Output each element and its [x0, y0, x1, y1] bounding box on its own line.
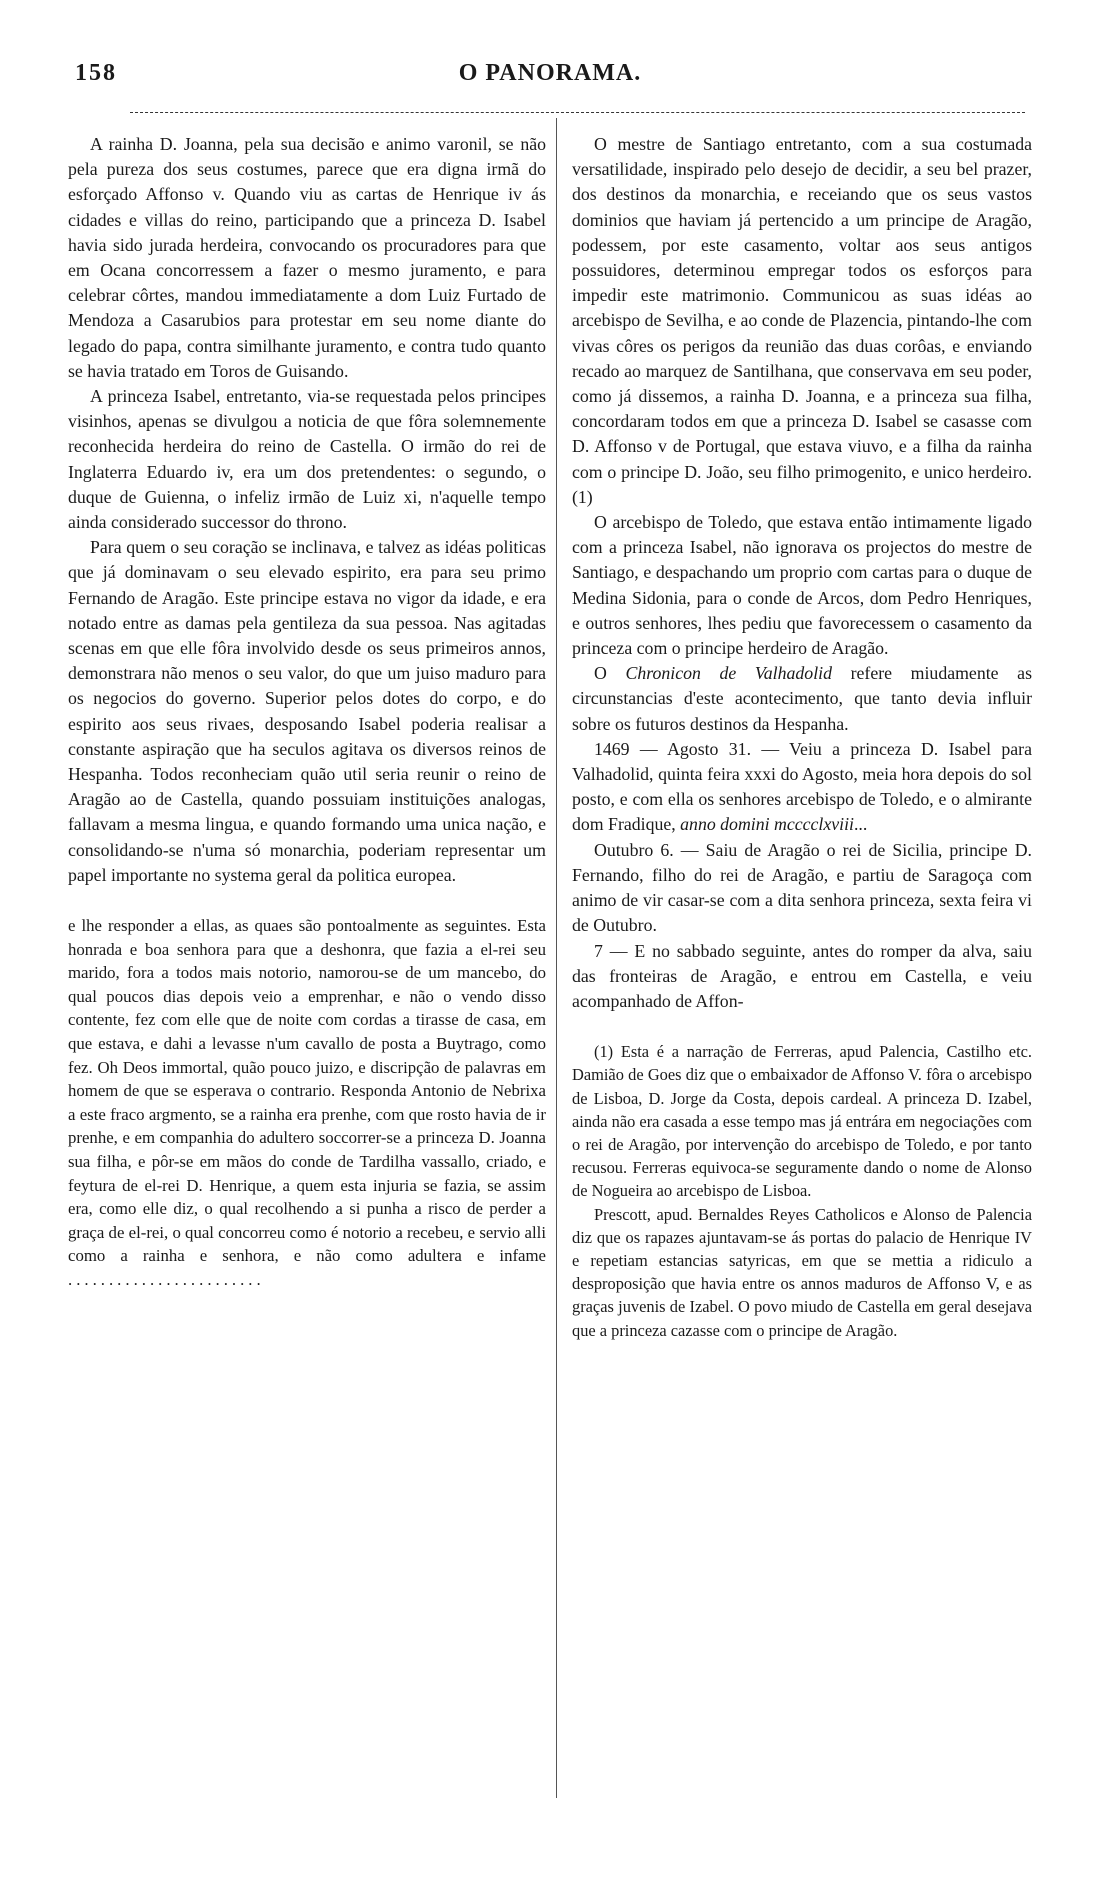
- entry-sabbado: 7 — E no sabbado seguinte, antes do romper da alva, saiu das fronteiras de Aragão, e entrou em Castella, e veiu acompanhado de Affon-: [572, 940, 1032, 1011]
- header-rule: [130, 112, 1025, 113]
- right-column: [572, 132, 1032, 1342]
- journal-title: O PANORAMA.: [458, 60, 642, 86]
- paragraph-mestre-santiago: O mestre de Santiago entretanto, com a sua costumada versatilidade, inspirado pelo desejo de decidir, a seu bel prazer, dos destinos da monarchia, e receiando que os seus vastos dominios que haviam já pertencido a um principe de Aragão, podessem, por este casamento, voltar aos seus antigos possuidores, determinou empregar todos os esforços para impedir este matrimonio. Communicou as suas idéas ao arcebispo de Sevilha, e ao conde de Plazencia, pintando-lhe com vivas côres os perigos da reunião das duas corôas, e enviando recado ao marquez de Santilhana, que conservava em seu poder, como já dissemos, a rainha D. Joanna, e a princeza sua filha, concordaram todos em que a princeza D. Isabel se casasse com D. Affonso v de Portugal, que estava viuvo, e a filha da rainha com o principe D. João, seu filho primogenito, e unico herdeiro. (1): [572, 134, 1032, 507]
- entry-1469: [572, 737, 1032, 838]
- paragraph-princeza-isabel: A princeza Isabel, entretanto, via-se requestada pelos principes visinhos, apenas se divulgou a noticia de que fôra solemnemente reconhecida herdeira do reino de Castella. O irmão do rei de Inglaterra Eduardo iv, era um dos pretendentes: o segundo, o duque de Guienna, o infeliz irmão de Luiz xi, n'aquelle tempo ainda considerado successor do throno.: [68, 386, 546, 533]
- paragraph-fernando-aragao: Para quem o seu coração se inclinava, e talvez as idéas politicas que já dominavam o seu elevado espirito, era para seu primo Fernando de Aragão. Este principe estava no vigor da idade, e era notado entre as damas pela gentileza da sua pessoa. Nas agitadas scenas em que elle fôra involvido desde os seus primeiros annos, demonstrara não menos o seu valor, do que um juiso maduro para os negocios do governo. Superior pelos dotes do corpo, e do espirito aos seus rivaes, desposando Isabel poderia realisar a constante aspiração que ha seculos agitava os diversos reinos de Hespanha. Todos reconheciam quão util seria reunir o reino de Aragão ao de Castella, quando possuiam instituições analogas, fallavam a mesma lingua, e quando formando uma unica nação, e consolidando-se n'uma só monarchia, poderiam representar um papel importante no systema geral da politica europea.: [68, 537, 546, 885]
- paragraph-rainha-joanna: A rainha D. Joanna, pela sua decisão e animo varonil, se não pela pureza dos seus costumes, parece que era digna irmã do esforçado Affonso v. Quando viu as cartas de Henrique iv ás cidades e villas do reino, participando que a princeza D. Isabel havia sido jurada herdeira, convocando os procuradores para que em Ocana concorressem a fazer o mesmo juramento, e para celebrar côrtes, mandou immediatamente a dom Luiz Furtado de Mendoza a Casarubios para protestar em seu nome diante do legado do papa, contra similhante juramento, e contra tudo quanto se havia tratado em Toros de Guisando.: [68, 134, 546, 381]
- running-head: [75, 60, 1025, 100]
- chronicon-prefix: O: [594, 663, 626, 684]
- spacer: [68, 888, 546, 914]
- quoted-passage-text: e lhe responder a ellas, as quaes são pontoalmente as seguintes. Esta honrada e boa senhora para que a deshonra, que fazia a el-rei seu marido, fora a todos mais notorio, namorou-se de um mancebo, do qual poucos dias depois veio a emprenhar, e não o vendo disso contente, fez com elle que de noite com cordas a tirasse de casa, em que estava, e dahi a levasse n'um cavallo de posta a Buytrago, como fez. Oh Deos immortal, quão pouco juizo, e discripção de palavras em homem de que se esperava o contrario. Responda Antonio de Nebrixa a este fraco argmento, se a rainha era prenhe, com que rosto havia de ir prenhe, e em companhia do adultero soccorrer-se a princeza D. Joanna sua filha, e pôr-se em mãos do conde de Tardilha vassallo, criado, e feytura de el-rei D. Henrique, a quem esta injuria se fazia, se assim era, como elle diz, o qual recolhendo a si punha a risco de perder a graça de el-rei, o qual concorreu como é notorio a recebeu, e servio alli como a rainha e senhora, e não como adultera e infame: [68, 916, 546, 1266]
- chronicon-rest: refere miudamente as circunstancias d'este acontecimento, que tanto devia influir sobre os futuros destinos da Hespanha.: [572, 663, 1032, 734]
- entry-outubro: Outubro 6. — Saiu de Aragão o rei de Sicilia, principe D. Fernando, filho do rei de Aragão, e partiu de Saragoça com animo de vir casar-se com a dita senhora princeza, sexta feira vi de Outubro.: [572, 839, 1032, 936]
- footnotes: [572, 1040, 1032, 1342]
- entry-1469-text: 1469 — Agosto 31. — Veiu a princeza D. Isabel para Valhadolid, quinta feira xxxi do Agosto, meia hora depois do sol posto, e com ella os senhores arcebispo de Toledo, e o almirante dom Fradique,: [572, 738, 1032, 835]
- chronicon-title: Chronicon de Valhadolid: [625, 663, 832, 684]
- footnote-1: (1) Esta é a narração de Ferreras, apud Palencia, Castilho etc. Damião de Goes diz que o embaixador de Affonso V. fôra o arcebispo de Lisboa, D. Jorge da Costa, depois cardeal. A princeza D. Izabel, ainda não era casada a esse tempo mas já entrára em negociações com o rei de Aragão, por intervenção do arcebispo de Toledo, e por tanto recusou. Ferreras equivoca-se seguramente dando o nome de Alonso de Nogueira ao arcebispo de Lisboa.: [572, 1042, 1032, 1201]
- ellipsis-dots: ........................: [68, 1270, 265, 1289]
- paragraph-chronicon: [572, 661, 1032, 737]
- footnote-prescott: Prescott, apud. Bernaldes Reyes Catholicos e Alonso de Palencia diz que os rapazes ajuntavam-se ás portas do palacio de Henrique IV e repetiam estancias satyricas, em que se mettia a ridiculo a desproposição que havia entre os annos maduros de Affonso V, e as graças juvenis de Izabel. O povo miudo de Castella em geral desejava que a princeza cazasse com o principe de Aragão.: [572, 1204, 1032, 1340]
- quoted-passage: [68, 914, 546, 1292]
- entry-1469-end: ...: [853, 814, 868, 835]
- left-column: [68, 132, 546, 1292]
- paragraph-arcebispo-toledo: O arcebispo de Toledo, que estava então intimamente ligado com a princeza Isabel, não ignorava os projectos do mestre de Santiago, e despachando um proprio com cartas para o duque de Medina Sidonia, para o conde de Arcos, dom Pedro Henriques, e outros senhores, lhes pediu que favorecessem o casamento da princeza com o principe herdeiro de Aragão.: [572, 512, 1032, 659]
- entry-1469-italic: anno domini mcccclxviii: [680, 814, 854, 835]
- page-number: 158: [75, 60, 117, 86]
- column-divider: [556, 118, 557, 1798]
